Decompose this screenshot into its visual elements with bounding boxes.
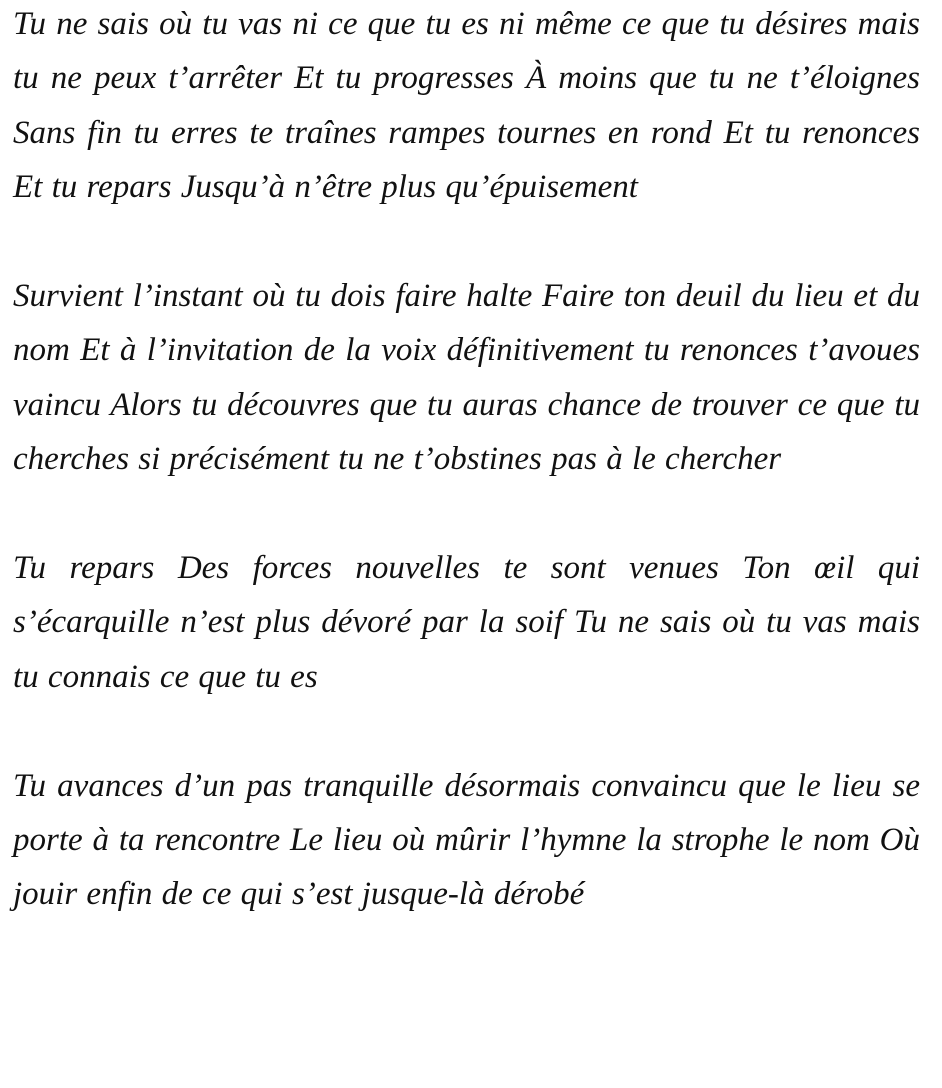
poem-stanza-2: Survient l’instant où tu dois faire halte Faire ton deuil du lieu et du nom Et à l’invitation de la voix définitivement tu renonces t’avoues vaincu Alors tu découvres que tu auras chance de trouver ce que tu cherches si précisément tu ne t’obstines pas à le chercher bbox=[13, 278, 920, 478]
poem-stanza-4: Tu avances d’un pas tranquille désormais convaincu que le lieu se porte à ta rencontre Le lieu où mûrir l’hymne la strophe le nom Où jouir enfin de ce qui s’est jusque-là dérobé bbox=[13, 767, 920, 913]
poem-stanza-3: Tu repars Des forces nouvelles te sont venues Ton œil qui s’écarquille n’est plus dévoré par la soif Tu ne sais où tu vas mais tu connais ce que tu es bbox=[13, 550, 920, 695]
poem-stanza-1: Tu ne sais où tu vas ni ce que tu es ni même ce que tu désires mais tu ne peux t’arrêter Et tu progresses À moins que tu ne t’éloignes Sans fin tu erres te traînes rampes tournes en rond Et tu renonces Et tu repars Jusqu’à n’être plus qu’épuisement bbox=[13, 6, 920, 206]
